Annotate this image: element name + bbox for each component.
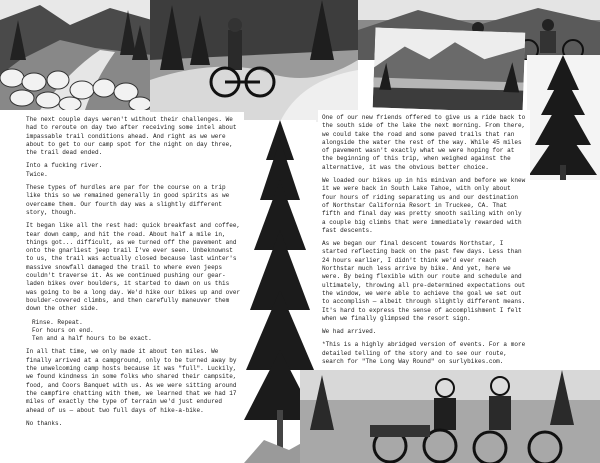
mountain-lake-photo	[373, 27, 526, 112]
right-page-text	[322, 114, 527, 371]
paragraph: For hours on end.	[32, 326, 94, 334]
paragraph: We loaded our bikes up in his minivan and before we knew it we were back in South Lake Tahoe, with only about four hours of riding separating us and our destination of Northstar California Resort in Truckee, CA. That fifth and final day was pretty smooth sailing with only a couple big climbs that were immediately rewarded with fast descents.	[322, 177, 526, 234]
pine-tree-photo-right	[527, 55, 600, 180]
paragraph: Into a fucking river.	[26, 162, 103, 170]
trail-photo-top-left	[0, 0, 152, 110]
paragraph: The next couple days weren't without their challenges. We had to reroute on day two after receiving some intel about impassable trail conditions ahead. And right as we were about to get to our camp spot for the night on day three, the trail dead ended.	[26, 116, 237, 157]
paragraph: As we began our final descent towards Northstar, I started reflecting back on the past few days. Less than 24 hours earlier, I didn't think we'd ever reach Northstar much less arrive by bike. And yet, here we were. By being flexible with our route and schedule and ultimately, throwing all pre-determined expectations out the window, we were able to achieve the goal we set out to accomplish — albeit through slightly different means. It's hard to express the sense of accomplishment I felt when we finally glimpsed the resort sign.	[322, 240, 526, 322]
paragraph: *This is a highly abridged version of events. For a more detailed telling of the story and to see our route, search for "The Long Way Round" on surlybikes.com.	[322, 341, 526, 366]
left-page-text	[26, 116, 241, 433]
paragraph: No thanks.	[26, 419, 63, 427]
paragraph: Ten and a half hours to be exact.	[32, 335, 152, 343]
paragraph: One of our new friends offered to give us a ride back to the south side of the lake the next morning. From there, we could take the road and some paved trails that ran alongside the water the rest of the way. While 45 miles of pavement wasn't exactly what we were hoping for at the beginning of this trip, when weighed against the alternative, it was the obvious better choice.	[322, 114, 526, 171]
two-cyclists-photo-bottom-right	[300, 370, 600, 463]
paragraph: Twice.	[26, 170, 48, 178]
paragraph: These types of hurdles are par for the course on a trip like this so we remained generally in good spirits as we overcame them. Our fourth day was a slightly different story, though.	[26, 184, 230, 216]
paragraph: We had arrived.	[322, 328, 377, 336]
cyclist-pushing-bike-photo	[150, 0, 358, 122]
paragraph: Rinse. Repeat.	[32, 318, 83, 326]
paragraph: In all that time, we only made it about ten miles. We finally arrived at a campground, only to be turned away by the unwelcoming camp hosts because it was "full". Luckily, we found kindness in some folks who shared their campsite, food, and Coors Banquet with us. As we were sitting around the campfire chatting with them, we learned that we had 17 miles of exactly the type of terrain we'd just endured ahead of us — about two full days of hike-a-bike.	[26, 348, 237, 414]
paragraph: It began like all the rest had: quick breakfast and coffee, tear down camp, and hit the road. About half a mile in, things got... difficult, as we turned off the pavement and onto the gnarliest jeep trail I've ever seen. Unbeknownst to us, the trail was actually closed because last winter's massive snowfall damaged the trail to where even jeeps couldn't traverse it. As we continued pushing our gear-laden bikes over boulders, it started to dawn on us this was going to be a long day. We'd hike our bikes up and over boulder-covered climbs, and then carefully maneuver them down the other side.	[26, 222, 241, 313]
